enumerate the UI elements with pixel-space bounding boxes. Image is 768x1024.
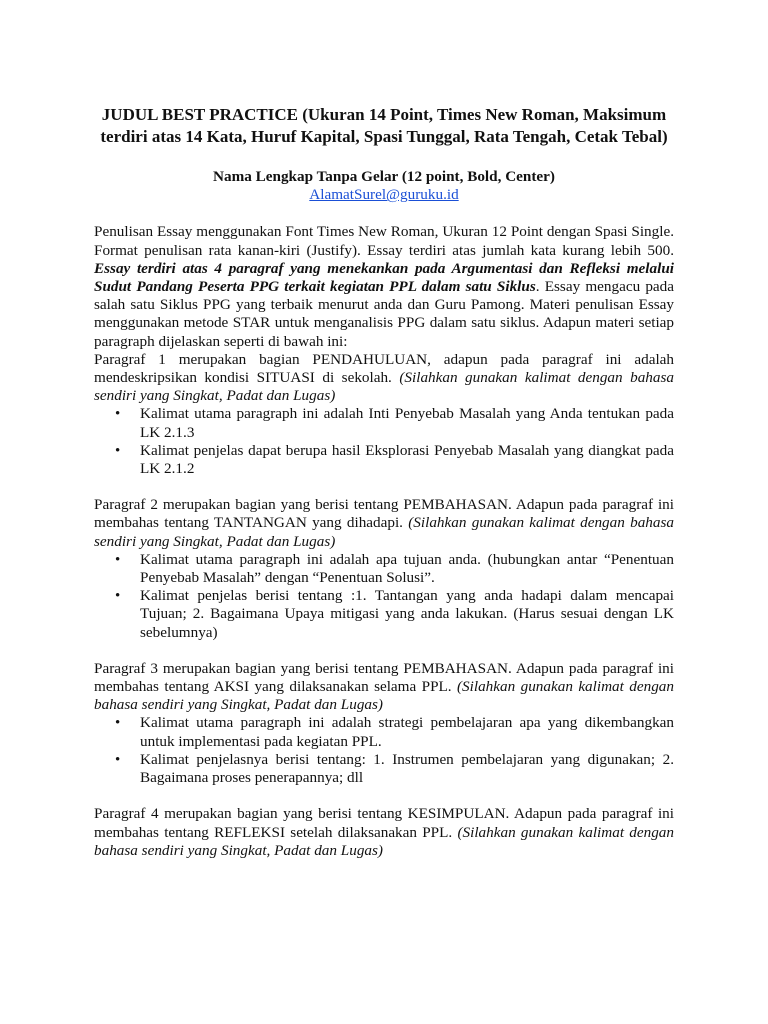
section-paragraph [94,805,674,860]
list-item: • Kalimat penjelasnya berisi tentang: 1. Instrumen pembelajaran yang digunakan; 2. Bagaimana proses penerapannya; dll [140,751,674,787]
section-note: (Silahkan gunakan kalimat dengan bahasa sendiri yang Singkat, Padat dan Lugas) [94,823,674,859]
section-paragraph [94,660,674,715]
section-2 [94,496,674,642]
bullet-list [94,551,674,642]
intro-emphasis: Essay terdiri atas 4 paragraf yang menekankan pada Argumentasi dan Refleksi melalui Sudut Pandang Peserta PPG terkait kegiatan PPL dalam satu Siklus [94,259,674,296]
section-1 [94,351,674,478]
section-3 [94,660,674,787]
section-paragraph [94,351,674,406]
intro-text-2: . Essay mengacu pada salah satu Siklus PPG yang terbaik menurut anda dan Guru Pamong. Materi penulisan Essay menggunakan metode STAR untuk menganalisis PPG dalam satu siklus. Adapun materi setiap paragraph dijelaskan seperti di bawah ini: [94,278,675,350]
section-text: Paragraf 4 merupakan bagian yang berisi tentang KESIMPULAN. Adapun pada paragraf ini membahas tentang REFLEKSI setelah dilaksanakan PPL. [94,805,674,841]
page-title: JUDUL BEST PRACTICE (Ukuran 14 Point, Times New Roman, Maksimum terdiri atas 14 Kata, Huruf Kapital, Spasi Tunggal, Rata Tengah, Cetak Tebal) [100,105,668,146]
section-text: Paragraf 1 merupakan bagian PENDAHULUAN, adapun pada paragraf ini adalah mendeskripsikan kondisi SITUASI di sekolah. [94,350,674,387]
bullet-list [94,405,674,478]
author-name: Nama Lengkap Tanpa Gelar (12 point, Bold, Center) [213,168,555,185]
author-email [94,186,674,204]
list-item: • Kalimat utama paragraph ini adalah apa tujuan anda. (hubungkan antar “Penentuan Penyebab Masalah” dengan “Penentuan Solusi”. [140,551,674,587]
section-note: (Silahkan gunakan kalimat dengan bahasa sendiri yang Singkat, Padat dan Lugas) [94,514,674,550]
intro-text-1: Penulisan Essay menggunakan Font Times New Roman, Ukuran 12 Point dengan Spasi Single. Format penulisan rata kanan-kiri (Justify). Essay terdiri atas jumlah kata kurang lebih 500. [94,223,674,259]
list-item: • Kalimat penjelas dapat berupa hasil Eksplorasi Penyebab Masalah yang diangkat pada LK 2.1.2 [140,442,674,478]
section-note: (Silahkan gunakan kalimat dengan bahasa sendiri yang Singkat, Padat dan Lugas) [94,369,674,405]
intro-paragraph [94,223,674,350]
email-link[interactable]: AlamatSurel@guruku.id [309,186,459,204]
list-item: • Kalimat penjelas berisi tentang :1. Tantangan yang anda hadapi dalam mencapai Tujuan; 2. Bagaimana Upaya mitigasi yang anda lakukan. (Harus sesuai dengan LK sebelumnya) [140,587,674,642]
section-4 [94,805,674,860]
section-text: Paragraf 3 merupakan bagian yang berisi tentang PEMBAHASAN. Adapun pada paragraf ini membahas tentang AKSI yang dilaksanakan selama PPL. [94,659,674,696]
section-text: Paragraf 2 merupakan bagian yang berisi tentang PEMBAHASAN. Adapun pada paragraf ini membahas tentang TANTANGAN yang dihadapi. [94,496,674,532]
list-item: • Kalimat utama paragraph ini adalah Inti Penyebab Masalah yang Anda tentukan pada LK 2.1.3 [140,405,674,441]
section-note: (Silahkan gunakan kalimat dengan bahasa sendiri yang Singkat, Padat dan Lugas) [94,678,674,714]
section-paragraph [94,496,674,551]
list-item: • Kalimat utama paragraph ini adalah strategi pembelajaran apa yang dikembangkan untuk implementasi pada kegiatan PPL. [140,714,674,750]
bullet-list [94,714,674,787]
